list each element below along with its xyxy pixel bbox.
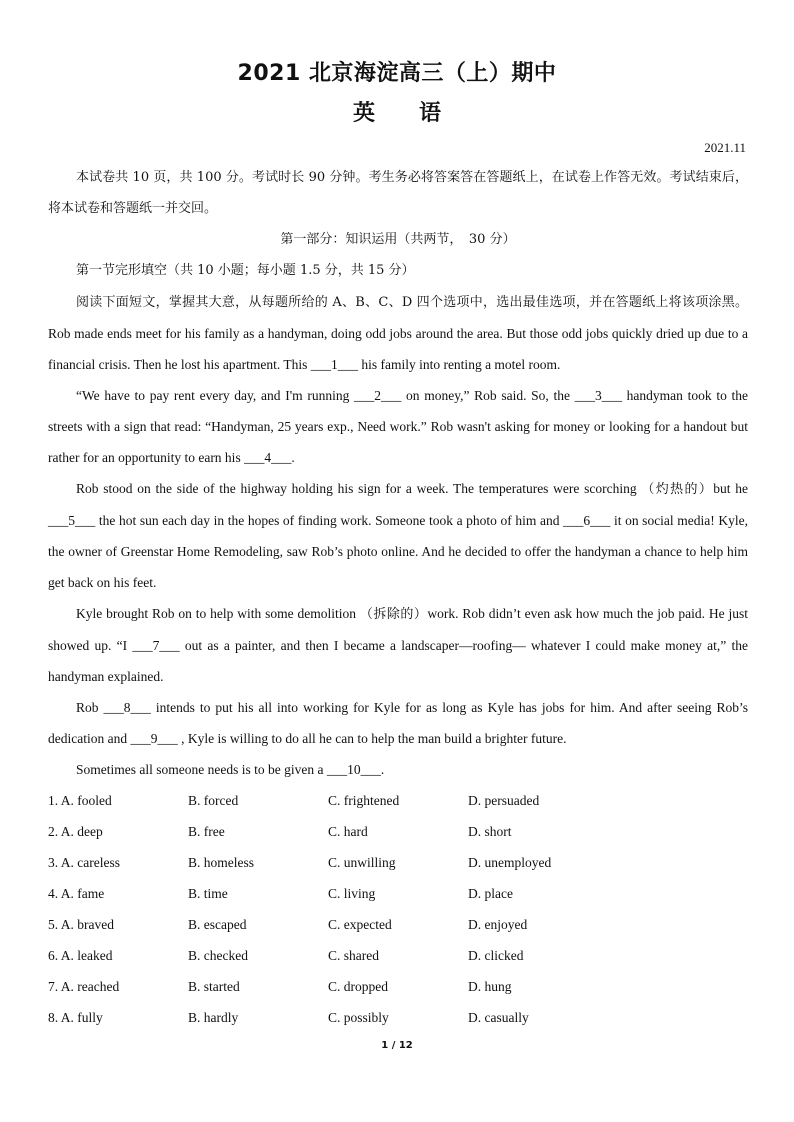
passage-text: out as a painter, and then I became a landscaper—roofing— whatever I could make money at,” the handyman explained.	[48, 638, 748, 684]
option-c: C. shared	[328, 948, 379, 963]
subject-title: 英语	[352, 101, 485, 126]
option-b: B. checked	[188, 948, 248, 963]
option-c: C. possibly	[328, 1010, 389, 1025]
passage-text: Kyle brought Rob on to help with some demolition	[76, 606, 360, 621]
passage-paragraph-6	[48, 754, 748, 785]
exam-date: 2021.11	[704, 140, 746, 155]
option-b: B. time	[188, 886, 228, 901]
question-row	[48, 909, 748, 940]
instructions: 本试卷共 10 页，共 100 分。考试时长 90 分钟。考生务必将答案答在答题纸上，在试卷上作答无效。考试结束后，将本试卷和答题纸一并交回。	[48, 170, 748, 216]
option-a: 3. A. careless	[48, 855, 120, 870]
blank-9: ___9___	[130, 731, 178, 746]
option-a: 6. A. leaked	[48, 948, 113, 963]
blank-3: ___3___	[574, 388, 622, 403]
question-row	[48, 971, 748, 1002]
option-c: C. unwilling	[328, 855, 396, 870]
question-options	[48, 785, 748, 1033]
blank-6: ___6___	[563, 513, 611, 528]
passage-text: intends to put his all into working for Kyle for as long as Kyle has jobs for him. And after seeing Rob’s dedication and	[48, 700, 748, 746]
option-c: C. dropped	[328, 979, 388, 994]
option-d: D. hung	[468, 979, 512, 994]
option-b: B. forced	[188, 793, 239, 808]
question-row	[48, 785, 748, 816]
option-b: B. homeless	[188, 855, 254, 870]
blank-2: ___2___	[354, 388, 402, 403]
passage-text: Rob	[76, 700, 104, 715]
passage-paragraph-2	[48, 380, 748, 473]
passage-text: on money,” Rob said. So, the	[401, 388, 575, 403]
option-b: B. free	[188, 824, 225, 839]
passage-text: his family into renting a motel room.	[357, 357, 561, 372]
option-c: C. hard	[328, 824, 368, 839]
option-d: D. casually	[468, 1010, 529, 1025]
option-d: D. enjoyed	[468, 917, 528, 932]
option-c: C. living	[328, 886, 376, 901]
option-a: 7. A. reached	[48, 979, 120, 994]
passage-text: but he	[713, 481, 748, 496]
part-heading: 第一部分：知识运用（共两节， 30 分）	[280, 232, 516, 247]
passage-text: Rob stood on the side of the highway holding his sign for a week. The temperatures were scorching	[76, 481, 642, 496]
passage-text: the hot sun each day in the hopes of finding work. Someone took a photo of him and	[95, 513, 564, 528]
question-row	[48, 1002, 748, 1033]
option-b: B. escaped	[188, 917, 247, 932]
passage-text: .	[291, 450, 295, 465]
question-row	[48, 816, 748, 847]
option-d: D. short	[468, 824, 512, 839]
option-a: 1. A. fooled	[48, 793, 112, 808]
passage-text: it on social media! Kyle, the owner of Greenstar Home Remodeling, saw Rob’s photo online. And he decided to offer the handyman a chance to help him get back on his feet.	[48, 513, 748, 590]
passage-text: “We have to pay rent every day, and I'm running	[76, 388, 355, 403]
option-a: 2. A. deep	[48, 824, 103, 839]
option-d: D. persuaded	[468, 793, 540, 808]
passage-paragraph-4	[48, 598, 748, 692]
passage-paragraph-3	[48, 473, 748, 598]
blank-4: ___4___	[244, 450, 292, 465]
exam-title: 2021 北京海淀高三（上）期中	[237, 61, 557, 86]
option-a: 4. A. fame	[48, 886, 105, 901]
passage-text: .	[380, 762, 385, 777]
passage-text: Rob made ends meet for his family as a handyman, doing odd jobs around the area. But those odd jobs quickly dried up due to a financial crisis. Then he lost his apartment. This	[48, 326, 748, 372]
option-d: D. unemployed	[468, 855, 552, 870]
passage-text: , Kyle is willing to do all he can to help the man build a brighter future.	[177, 731, 567, 746]
question-row	[48, 940, 748, 971]
passage-text: handyman took to the streets with a sign that read: “Handyman, 25 years exp., Need work.” Rob wasn't asking for money or looking for a handout but rather for an opportunity to earn his	[48, 388, 749, 465]
passage-paragraph-1	[48, 286, 748, 380]
option-b: B. started	[188, 979, 240, 994]
passage-text: work. Rob didn’t even ask how much the job paid. He just showed up. “I	[48, 606, 748, 653]
option-a: 5. A. braved	[48, 917, 114, 932]
option-d: D. place	[468, 886, 513, 901]
blank-8: ___8___	[103, 700, 151, 715]
passage-intro-cn: 阅读下面短文，掌握其大意，从每题所给的 A、B、C、D 四个选项中，选出最佳选项，并在答题纸上将该项涂黑。	[76, 295, 748, 310]
gloss-demolition: （拆除的）	[359, 607, 428, 622]
gloss-scorching: （灼热的）	[641, 482, 714, 497]
exam-body	[48, 162, 748, 1033]
passage-text: Sometimes all someone needs is to be given a	[76, 762, 327, 777]
option-c: C. expected	[328, 917, 392, 932]
blank-5: ___5___	[48, 513, 96, 528]
question-row	[48, 847, 748, 878]
page-number: 1 / 12	[381, 1040, 413, 1051]
blank-10: ___10___	[326, 762, 381, 777]
option-a: 8. A. fully	[48, 1010, 103, 1025]
option-b: B. hardly	[188, 1010, 239, 1025]
section-heading: 第一节完形填空（共 10 小题；每小题 1.5 分，共 15 分）	[76, 263, 415, 278]
question-row	[48, 878, 748, 909]
passage-paragraph-5	[48, 692, 748, 754]
option-c: C. frightened	[328, 793, 400, 808]
blank-7: ___7___	[132, 638, 180, 653]
option-d: D. clicked	[468, 948, 524, 963]
blank-1: ___1___	[310, 357, 358, 372]
